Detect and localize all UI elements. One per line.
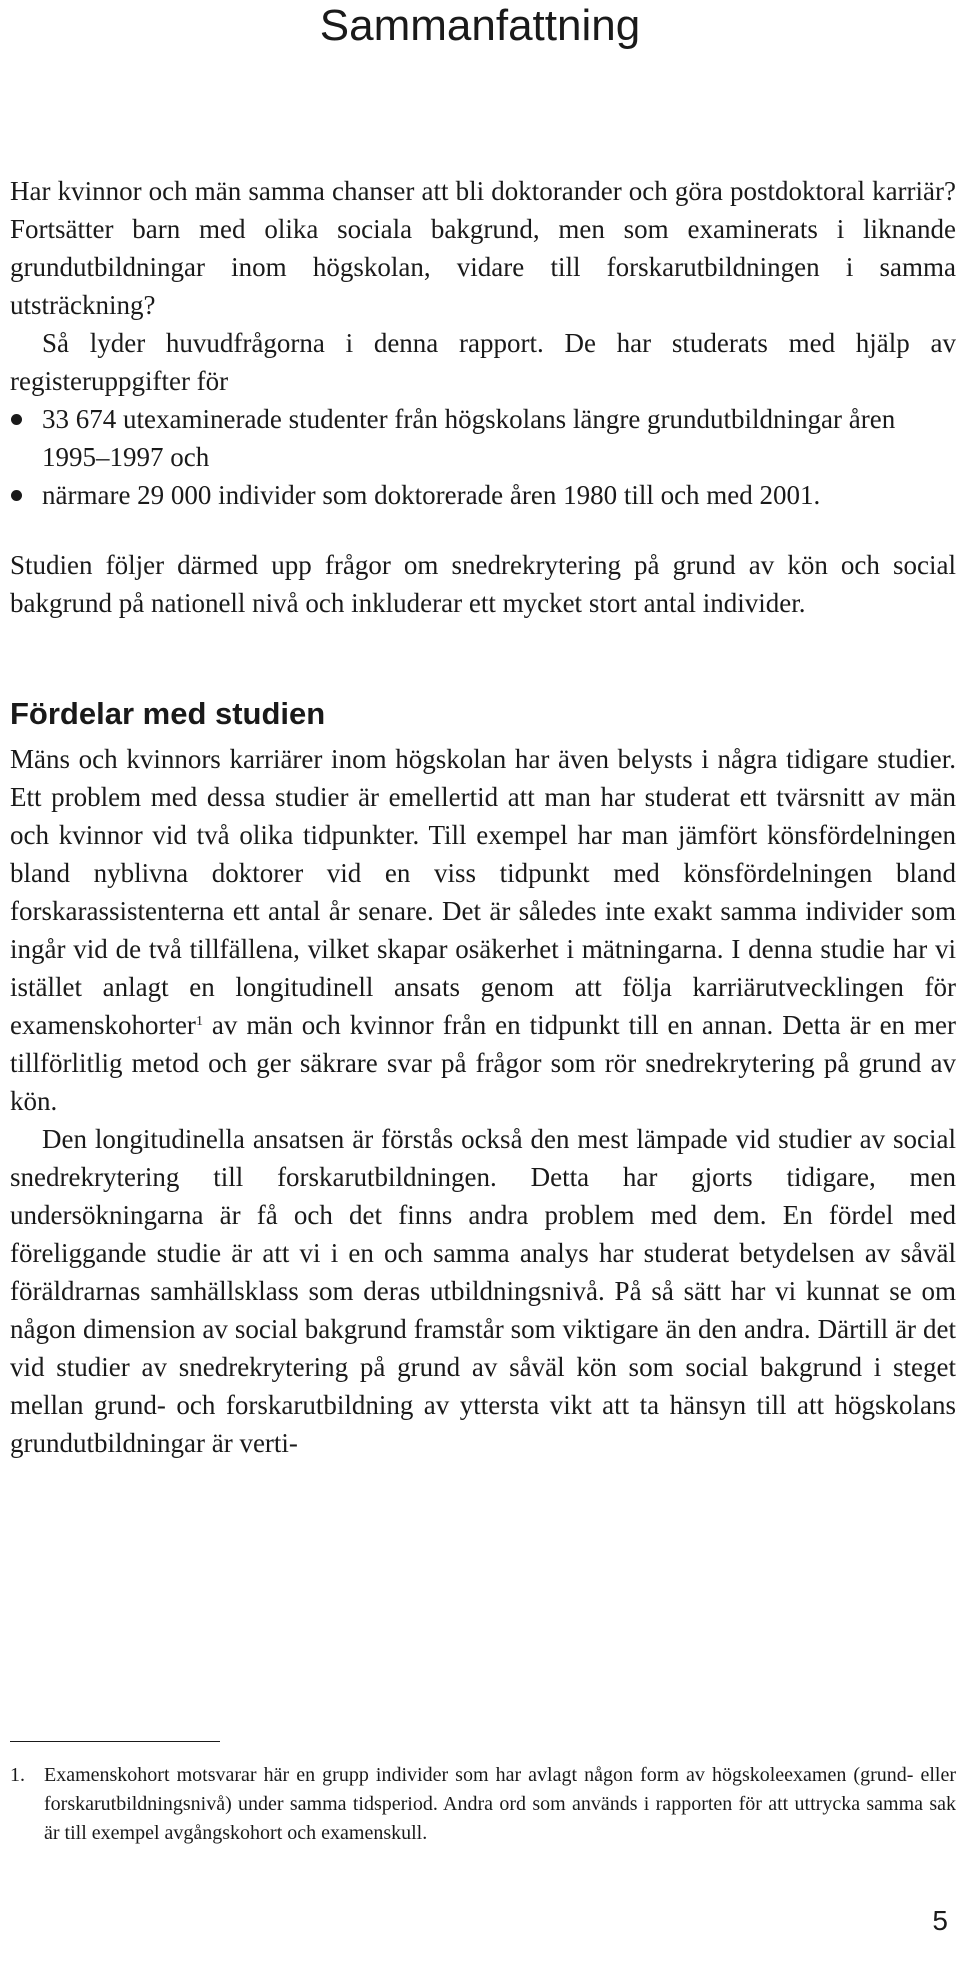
section-paragraph-1-text: Mäns och kvinnors karriärer inom högskolan har även belysts i några tidigare studier. Ett problem med dessa studier är emellertid att man har studerat ett tvärsnitt av män och kvinnor vid två olika tidpunkter. Till exempel har man jämfört könsfördelningen bland nyblivna doktorer vid en viss tidpunkt med könsfördelningen bland forskarassistenterna ett antal år senare. Det är således inte exakt samma individer som ingår vid de två tillfällena, vilket skapar osäkerhet i mätningarna. I denna studie har vi istället anlagt en longitudinell ansats genom att följa karriärutvecklingen för examenskohorter bbox=[10, 744, 956, 1040]
footnote-text: Examenskohort motsvarar här en grupp individer som har avlagt någon form av högskoleexamen (grund- eller forskarutbildningsnivå) under samma tidsperiod. Andra ord som används i rapporten för att uttrycka samma sak är till exempel avgångskohort och examenskull. bbox=[44, 1764, 956, 1844]
footnote bbox=[10, 1761, 956, 1848]
intro-paragraph-3: Studien följer därmed upp frågor om snedrekrytering på grund av kön och social bakgrund på nationell nivå och inkluderar ett mycket stort antal individer. bbox=[10, 550, 956, 618]
bullet-item: 33 674 utexaminerade studenter från högskolans längre grundutbildningar åren 1995–1997 och bbox=[42, 400, 956, 476]
section-paragraph-1 bbox=[10, 740, 956, 1120]
intro-paragraph-2: Så lyder huvudfrågorna i denna rapport. De har studerats med hjälp av registeruppgifter för bbox=[10, 328, 956, 396]
bullet-list bbox=[10, 400, 956, 514]
page-number: 5 bbox=[932, 1905, 948, 1936]
intro-paragraph-1: Har kvinnor och män samma chanser att bli doktorander och göra postdoktoral karriär? Fortsätter barn med olika sociala bakgrund, men som examinerats i liknande grundutbildningar inom högskolan, vidare till forskarutbildningen i samma utsträckning? bbox=[10, 176, 956, 320]
footnote-reference[interactable]: 1 bbox=[195, 1014, 203, 1029]
page-title: Sammanfattning bbox=[319, 1, 641, 50]
bullet-item: närmare 29 000 individer som doktorerade åren 1980 till och med 2001. bbox=[42, 476, 956, 514]
footnote-number: 1. bbox=[10, 1764, 25, 1786]
footnote-divider bbox=[10, 1741, 220, 1742]
section-paragraph-1-continued: av män och kvinnor från en tidpunkt till en annan. Detta är en mer tillförlitlig metod och ger säkrare svar på frågor som rör snedrekrytering på grund av kön. bbox=[10, 1010, 956, 1116]
section-paragraph-2: Den longitudinella ansatsen är förstås också den mest lämpade vid studier av social snedrekrytering till forskarutbildningen. Detta har gjorts tidigare, men undersökningarna är få och det finns andra problem med dem. En fördel med föreliggande studie är att vi i en och samma analys har studerat betydelsen av såväl föräldrarnas samhällsklass som deras utbildningsnivå. På så sätt har vi kunnat se om någon dimension av social bakgrund framstår som viktigare än den andra. Därtill är det vid studier av snedrekrytering på grund av såväl kön som social bakgrund i steget mellan grund- och forskarutbildning av yttersta vikt att ta hänsyn till att högskolans grundutbildningar är verti- bbox=[10, 1124, 956, 1458]
main-content bbox=[10, 172, 956, 1462]
section-heading: Fördelar med studien bbox=[10, 696, 326, 731]
